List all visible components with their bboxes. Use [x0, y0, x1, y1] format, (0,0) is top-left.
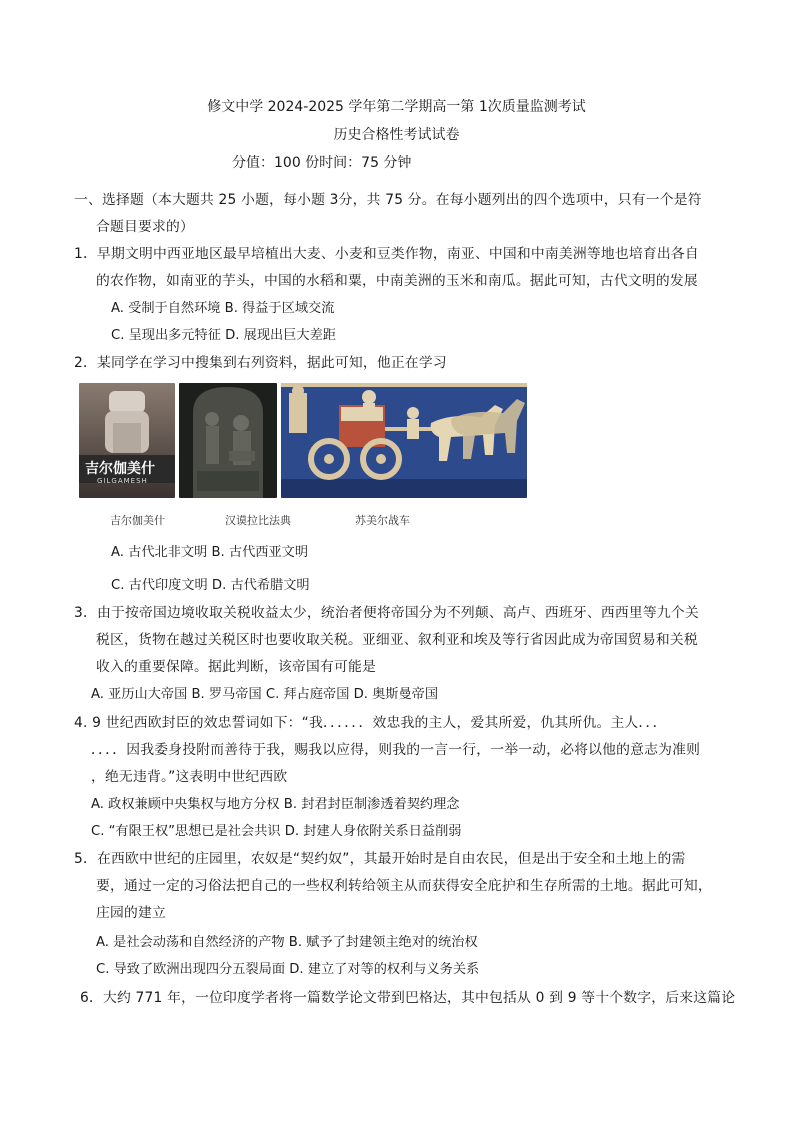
q1-options-ab: A. 受制于自然环境 B. 得益于区域交流 [111, 301, 335, 316]
q2-options-ab: A. 古代北非文明 B. 古代西亚文明 [111, 545, 309, 560]
q1-options-cd: C. 呈现出多元特征 D. 展现出巨大差距 [111, 328, 336, 343]
q1-stem-line2: 的农作物，如南亚的芋头，中国的水稻和粟，中南美洲的玉米和南瓜。据此可知，古代文明的发展 [96, 273, 698, 289]
gilgamesh-book-image [79, 383, 175, 498]
hammurabi-stele-image [179, 383, 277, 498]
q5-options-ab: A. 是社会动荡和自然经济的产物 B. 赋予了封建领主绝对的统治权 [96, 935, 478, 950]
exam-school-title: 修文中学 2024-2025 学年第二学期高一第 1次质量监测考试 [207, 99, 586, 115]
q4-stem-line2: ．．．．因我委身投附而善待于我，赐我以应得，则我的一言一行，一举一动，必将以他的意志为准则 [91, 742, 701, 758]
q2-options-cd: C. 古代印度文明 D. 古代希腊文明 [111, 578, 310, 593]
q3-options: A. 亚历山大帝国 B. 罗马帝国 C. 拜占庭帝国 D. 奥斯曼帝国 [91, 687, 439, 702]
exam-score-time: 分值：100 份时间：75 分钟 [232, 155, 412, 171]
sumerian-chariot-image [281, 383, 527, 498]
q5-stem-line3: 庄园的建立 [96, 905, 166, 921]
caption-hammurabi: 汉谟拉比法典 [225, 514, 291, 527]
q3-stem-line3: 收入的重要保障。据此判断，该帝国有可能是 [96, 659, 376, 675]
book-cover-subtitle: GILGAMESH [97, 477, 148, 485]
q1-stem-line1: 1．早期文明中西亚地区最早培植出大麦、小麦和豆类作物，南亚、中国和中南美洲等地也培育出各自 [74, 246, 699, 262]
q6-stem-line1: 6．大约 771 年，一位印度学者将一篇数学论文带到巴格达，其中包括从 0 到 9 等十个数字，后来这篇论 [80, 990, 736, 1006]
q4-stem-line1: 4. 9 世纪西欧封臣的效忠誓词如下：“我．．．．．．效忠我的主人，爱其所爱，仇其所仇。主人．．． [74, 715, 667, 731]
exam-subject-title: 历史合格性考试试卷 [333, 127, 460, 143]
q4-options-ab: A. 政权兼顾中央集权与地方分权 B. 封君封臣制渗透着契约理念 [91, 797, 460, 812]
caption-gilgamesh: 吉尔伽美什 [110, 514, 165, 527]
book-cover-title: 吉尔伽美什 [85, 461, 155, 477]
q5-stem-line2: 要，通过一定的习俗法把自己的一些权利转给领主从而获得安全庇护和生存所需的土地。据此可知， [96, 878, 712, 894]
q2-stem-line1: 2．某同学在学习中搜集到右列资料，据此可知，他正在学习 [74, 355, 447, 371]
q4-options-cd: C. “有限王权”思想已是社会共识 D. 封建人身依附关系日益削弱 [91, 824, 462, 839]
q3-stem-line2: 税区，货物在越过关税区时也要收取关税。亚细亚、叙利亚和埃及等行省因此成为帝国贸易和关税 [96, 632, 698, 648]
q3-stem-line1: 3．由于按帝国边境收取关税收益太少，统治者便将帝国分为不列颠、高卢、西班牙、西西里等九个关 [74, 605, 699, 621]
section-heading: 一、选择题（本大题共 25 小题，每小题 3分，共 75 分。在每小题列出的四个选项中，只有一个是符 [74, 192, 702, 208]
q5-stem-line1: 5．在西欧中世纪的庄园里，农奴是“契约奴”，其最开始时是自由农民，但是出于安全和土地上的需 [74, 851, 686, 867]
section-heading-cont: 合题目要求的） [96, 219, 194, 235]
caption-sumerian-chariot: 苏美尔战车 [355, 514, 410, 527]
q5-options-cd: C. 导致了欧洲出现四分五裂局面 D. 建立了对等的权利与义务关系 [96, 962, 480, 977]
q4-stem-line3: ，绝无违背。”这表明中世纪西欧 [91, 769, 288, 785]
